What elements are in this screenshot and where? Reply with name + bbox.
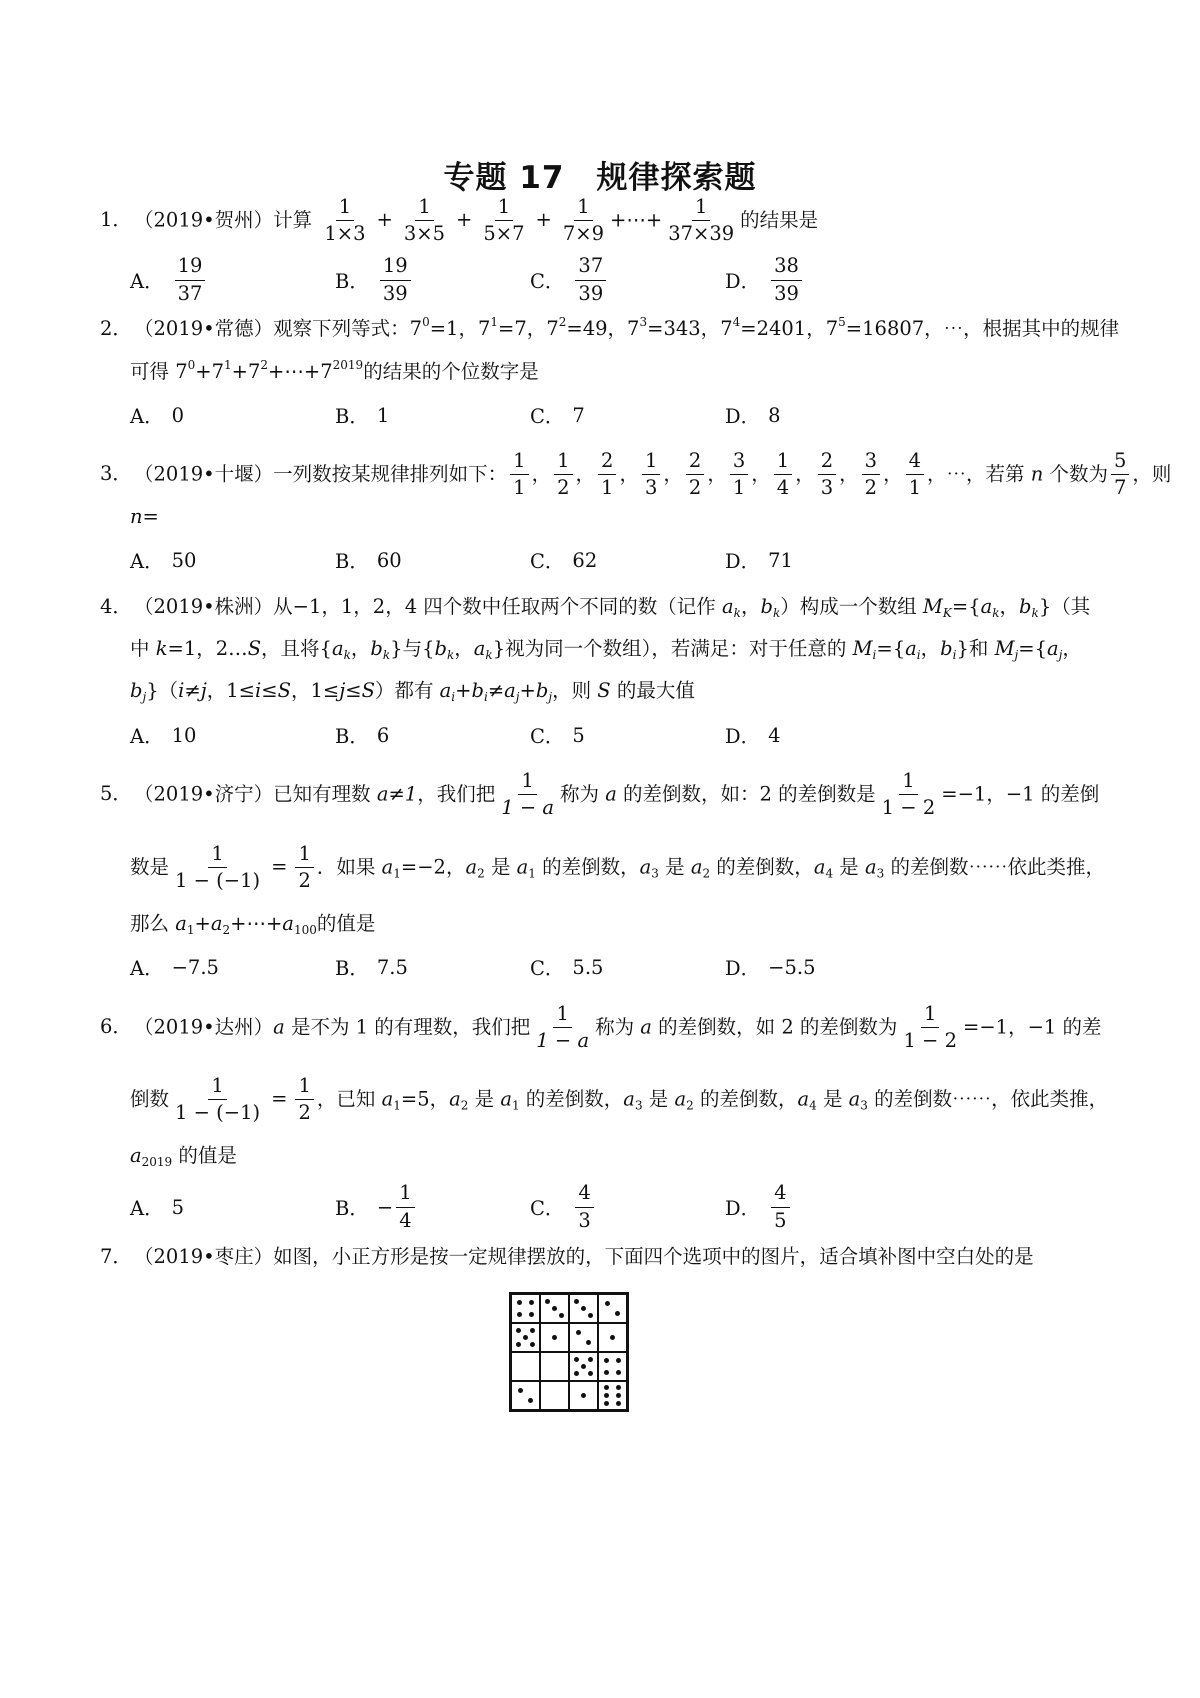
- option-d[interactable]: D． $\frac{38}{39}$: [725, 250, 805, 310]
- option-b[interactable]: B． $\frac{19}{39}$: [335, 250, 414, 310]
- question-source: （2019•常德）: [134, 317, 274, 340]
- dot: [581, 1306, 586, 1311]
- grid-cell: [540, 1381, 569, 1410]
- dot: [604, 1393, 609, 1398]
- grid-cell: [569, 1323, 598, 1352]
- question-text: 计算: [273, 208, 313, 232]
- option-a[interactable]: A． 5: [130, 1195, 185, 1220]
- dot: [530, 1328, 535, 1333]
- question-number: 2．: [100, 317, 132, 340]
- question-text: 一列数按某规律排列如下：: [273, 462, 508, 486]
- dot: [588, 1371, 593, 1376]
- dot-pattern-figure: [509, 1292, 629, 1412]
- question-6-line-3: $a_{2019}$ 的值是: [130, 1144, 237, 1169]
- question-6-line-2: 倒数 $\frac{1}{1 - (-1)}$ = $\frac{1}{2}$ ，已知 $a_1=5$，$a_2$ 是 $a_1$ 的差倒数，$a_3$ 是 $a_2$ 的差倒数，$a_4$ 是 $a_3$ 的差倒数⋯⋯，依此类推，: [130, 1074, 1109, 1125]
- question-number: 6．: [100, 1015, 132, 1039]
- fraction: $\frac{1}{5\times 7}$: [483, 195, 525, 246]
- question-source: （2019•枣庄）: [134, 1245, 274, 1268]
- dot: [576, 1330, 581, 1335]
- option-b[interactable]: B． 60: [335, 548, 402, 573]
- grid-cell: [540, 1352, 569, 1381]
- dot: [586, 1340, 591, 1345]
- fraction: $\frac{1}{7\times 9}$: [562, 195, 605, 246]
- grid-cell: [511, 1352, 540, 1381]
- question-2-line-2: 可得 $7^0+7^1+7^2+\cdots+7^{2019}$的结果的个位数字是: [130, 358, 539, 383]
- question-4-line-2: 中 k=1，2…S，且将{$a_k$，$b_k$}与{$b_k$，$a_k$}视为同一个数组），若满足：对于任意的 $M_i=\{a_i$，$b_i$}和 $M_j=\{a_j$，: [130, 637, 1082, 662]
- option-d[interactable]: D． 8: [725, 403, 781, 428]
- option-b[interactable]: B． 7.5: [335, 955, 408, 980]
- dot: [616, 1358, 621, 1363]
- question-source: （2019•株洲）: [134, 595, 274, 618]
- option-a[interactable]: A． 0: [130, 403, 185, 428]
- option-c[interactable]: C． 7: [530, 403, 585, 428]
- question-source: （2019•十堰）: [134, 462, 274, 486]
- dot: [529, 1300, 534, 1305]
- dot: [529, 1312, 534, 1317]
- option-b[interactable]: B． − $\frac{1}{4}$: [335, 1177, 418, 1237]
- dot: [604, 1358, 609, 1363]
- dot: [552, 1335, 557, 1340]
- question-2: 2． （2019•常德）观察下列等式：$7^0=1$，$7^1=7$，$7^2=49$，$7^3=343$，$7^4=2401$，$7^5=16807$，⋯，根据其中的规律: [100, 314, 1100, 344]
- question-text: 观察下列等式：: [273, 317, 410, 340]
- question-text: 的结果是: [740, 208, 819, 232]
- question-1: 1． （2019•贺州）计算 $\frac{1}{1\times 3}$ + $\frac{1}{3\times 5}$ + $\frac{1}{5\times 7}$ + $\frac{1}{7\times 9}$ +⋯+ $\frac{1}{37\times 39}$ 的结果是: [100, 195, 819, 246]
- fraction: $\frac{1}{37\times 39}$: [668, 195, 735, 246]
- page-title: 专题 17 规律探索题: [443, 160, 757, 196]
- question-4: 4． （2019•株洲）从−1，1，2，4 四个数中任取两个不同的数（记作 $a_k$，$b_k$）构成一个数组 $M_K=\{a_k$，$b_k$}（其: [100, 592, 1100, 622]
- option-c[interactable]: C． 5: [530, 723, 585, 748]
- dot: [604, 1385, 609, 1390]
- dot: [604, 1401, 609, 1406]
- question-source: （2019•达州）: [134, 1015, 274, 1039]
- option-d[interactable]: D． 71: [725, 548, 793, 573]
- options-3: [130, 530, 1110, 590]
- fraction: $\frac{1}{1\times 3}$: [324, 195, 366, 246]
- fraction: $\frac{1}{3\times 5}$: [403, 195, 446, 246]
- dot: [518, 1388, 523, 1393]
- question-5-line-2: 数是 $\frac{1}{1 - (-1)}$ = $\frac{1}{2}$ ．如果 $a_1=-2$，$a_2$ 是 $a_1$ 的差倒数，$a_3$ 是 $a_2$ 的差倒数，$a_4$ 是 $a_3$ 的差倒数⋯⋯依此类推，: [130, 842, 1105, 893]
- dot: [616, 1385, 621, 1390]
- question-number: 1．: [100, 208, 132, 232]
- dot: [616, 1393, 621, 1398]
- question-number: 4．: [100, 595, 132, 618]
- question-3: 3． （2019•十堰）一列数按某规律排列如下： $\frac{1}{1}$ ， $\frac{1}{2}$ ， $\frac{2}{1}$ ， $\frac{1}{3}$ ， $\frac{2}{2}$ ， $\frac{3}{1}$ ， $\frac{1}{4}$ ， $\frac{2}{3}$ ， $\frac{3}{2}$ ， $\frac{4}{1}$ ，⋯，若第 n 个数为 $\frac{5}{7}$ ，则: [100, 449, 1172, 500]
- question-text: 如图，小正方形是按一定规律摆放的，下面四个选项中的图片，适合填补图中空白处的是: [273, 1245, 1034, 1268]
- option-a[interactable]: A． $\frac{19}{37}$: [130, 250, 208, 310]
- grid-cell: [569, 1352, 598, 1381]
- grid-cell: [569, 1381, 598, 1410]
- dot: [528, 1398, 533, 1403]
- dot: [523, 1335, 528, 1340]
- dot: [574, 1299, 579, 1304]
- question-4-line-3: $b_j\}(i\ne j$，1≤i≤S，1≤j≤S）都有 $a_i+b_i\ne a_j+b_j$，则 S 的最大值: [130, 679, 695, 704]
- question-number: 5．: [100, 782, 132, 806]
- grid-cell: [511, 1323, 540, 1352]
- question-5-line-3: 那么 $a_1+a_2+\cdots+a_{100}$的值是: [130, 912, 376, 937]
- grid-cell: [511, 1294, 540, 1323]
- option-c[interactable]: C． $\frac{4}{3}$: [530, 1177, 597, 1237]
- question-7: [100, 1242, 1100, 1272]
- option-c[interactable]: C． 62: [530, 548, 598, 573]
- option-a[interactable]: A． −7.5: [130, 955, 219, 980]
- dot: [616, 1401, 621, 1406]
- options-1: [130, 250, 1110, 310]
- grid-cell: [598, 1323, 627, 1352]
- question-text: ，⋯，根据其中的规律: [924, 317, 1120, 340]
- grid-cell: [598, 1352, 627, 1381]
- grid-cell: [569, 1294, 598, 1323]
- math-operator: +⋯+: [610, 208, 663, 232]
- dot: [552, 1306, 557, 1311]
- grid-cell: [598, 1381, 627, 1410]
- option-b[interactable]: B． 1: [335, 403, 390, 428]
- question-3-line-2: n=: [130, 505, 159, 528]
- option-b[interactable]: B． 6: [335, 723, 390, 748]
- dot: [516, 1328, 521, 1333]
- grid-cell: [511, 1381, 540, 1410]
- dot: [517, 1300, 522, 1305]
- dot: [559, 1313, 564, 1318]
- option-d[interactable]: D． −5.5: [725, 955, 816, 980]
- option-d[interactable]: D． $\frac{4}{5}$: [725, 1177, 793, 1237]
- question-source: （2019•贺州）: [134, 208, 274, 232]
- dot: [581, 1393, 586, 1398]
- option-d[interactable]: D． 4: [725, 723, 781, 748]
- dot: [581, 1364, 586, 1369]
- options-2: [130, 385, 1110, 445]
- options-4: [130, 705, 1110, 765]
- dot: [574, 1357, 579, 1362]
- options-5: [130, 937, 1110, 997]
- dot: [616, 1370, 621, 1375]
- option-c[interactable]: C． $\frac{37}{39}$: [530, 250, 609, 310]
- dot: [517, 1312, 522, 1317]
- dot: [545, 1299, 550, 1304]
- dot: [605, 1301, 610, 1306]
- grid-cell: [540, 1294, 569, 1323]
- grid-cell: [540, 1323, 569, 1352]
- dot: [516, 1342, 521, 1347]
- dot: [610, 1335, 615, 1340]
- option-c[interactable]: C． 5.5: [530, 955, 604, 980]
- dot: [588, 1313, 593, 1318]
- dot: [574, 1371, 579, 1376]
- question-source: （2019•济宁）: [134, 782, 274, 806]
- dot: [588, 1357, 593, 1362]
- question-5: 5． （2019•济宁）已知有理数 a≠1，我们把 $\frac{1}{1 - a}$ 称为 a 的差倒数，如：2 的差倒数是 $\frac{1}{1 - 2}$ =−1，−1 的差倒: [100, 769, 1100, 820]
- dot: [604, 1370, 609, 1375]
- option-a[interactable]: A． 10: [130, 723, 197, 748]
- dot: [615, 1311, 620, 1316]
- question-number: 3．: [100, 462, 132, 486]
- options-6: [130, 1177, 1110, 1237]
- grid-cell: [598, 1294, 627, 1323]
- question-number: 7．: [100, 1245, 132, 1268]
- dot: [530, 1342, 535, 1347]
- question-6: 6． （2019•达州）a 是不为 1 的有理数，我们把 $\frac{1}{1 - a}$ 称为 a 的差倒数，如 2 的差倒数为 $\frac{1}{1 - 2}$ =−1，−1 的差: [100, 1002, 1102, 1053]
- option-a[interactable]: A． 50: [130, 548, 197, 573]
